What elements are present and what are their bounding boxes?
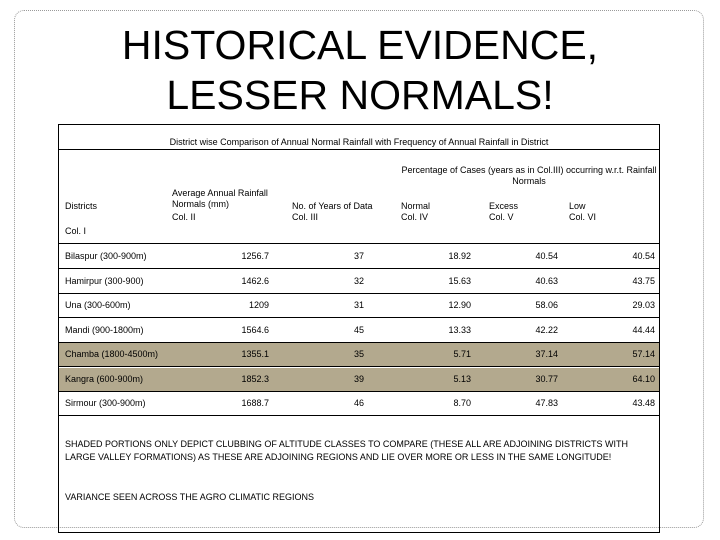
- excess-cell: 37.14: [535, 349, 558, 359]
- normal-cell: 15.63: [448, 275, 471, 286]
- percentage-header: Percentage of Cases (years as in Col.III) occurring w.r.t. Rainfall Normals: [401, 165, 657, 186]
- years-cell: 39: [353, 373, 364, 384]
- district-cell: Bilaspur (300-900m): [65, 251, 147, 261]
- shaded-note: SHADED PORTIONS ONLY DEPICT CLUBBING OF ALTITUDE CLASSES TO COMPARE (THESE ALL ARE ADJOINING DISTRICTS WITH LARGE VALLEY FORMATIONS) AS THESE ARE ADJOINING REGIONS AND LIE OVER MORE OR LESS IN THE SAME LONGITUDE!: [65, 439, 628, 462]
- years-cell: 37: [353, 251, 364, 261]
- normal-cell: 13.33: [448, 324, 471, 335]
- district-cell: Hamirpur (300-900): [65, 275, 144, 286]
- district-cell: Chamba (1800-4500m): [65, 343, 158, 366]
- average-rainfall-cell: 1209: [248, 300, 269, 310]
- district-cell: Sirmour (300-900m): [65, 398, 146, 408]
- district-cell: Mandi (900-1800m): [65, 324, 144, 335]
- header-years-of-data: No. of Years of Data: [292, 201, 373, 211]
- excess-cell: 47.83: [535, 398, 558, 408]
- table-row: [59, 270, 659, 294]
- excess-cell: 42.22: [535, 324, 558, 335]
- low-cell: 64.10: [632, 373, 655, 384]
- normal-cell: 8.70: [453, 398, 471, 408]
- years-cell: 46: [353, 398, 364, 408]
- average-rainfall-cell: 1462.6: [241, 275, 269, 286]
- header-col-4: Col. IV: [401, 212, 429, 222]
- years-cell: 35: [353, 349, 364, 359]
- header-col-2: Col. II: [172, 212, 196, 222]
- excess-cell: 30.77: [535, 373, 558, 384]
- average-rainfall-cell: 1688.7: [241, 398, 269, 408]
- years-cell: 31: [353, 300, 364, 310]
- table-row: [59, 319, 659, 343]
- district-cell: Kangra (600-900m): [65, 368, 143, 391]
- header-excess: Excess: [489, 201, 519, 211]
- table-row: [59, 245, 659, 269]
- average-rainfall-cell: 1564.6: [241, 324, 269, 335]
- header-districts: Districts: [65, 201, 97, 211]
- low-cell: 29.03: [632, 300, 655, 310]
- low-cell: 44.44: [632, 324, 655, 335]
- normal-cell: 18.92: [448, 251, 471, 261]
- average-rainfall-cell: 1355.1: [241, 349, 269, 359]
- title-line-1: HISTORICAL EVIDENCE,: [121, 22, 599, 68]
- normal-cell: 12.90: [448, 300, 471, 310]
- district-cell: Una (300-600m): [65, 300, 131, 310]
- excess-cell: 58.06: [535, 300, 558, 310]
- average-rainfall-cell: 1852.3: [241, 373, 269, 384]
- header-normal: Normal: [401, 201, 431, 211]
- years-cell: 32: [353, 275, 364, 286]
- header-low: Low: [569, 201, 586, 211]
- header-col-6: Col. VI: [569, 212, 597, 222]
- average-rainfall-cell: 1256.7: [241, 251, 269, 261]
- rainfall-table: [58, 124, 660, 533]
- header-col-1: Col. I: [65, 226, 87, 236]
- header-col-5: Col. V: [489, 212, 514, 222]
- header-col-3: Col. III: [292, 212, 319, 222]
- slide-title: [0, 20, 720, 120]
- low-cell: 43.75: [632, 275, 655, 286]
- excess-cell: 40.63: [535, 275, 558, 286]
- normal-cell: 5.71: [453, 349, 471, 359]
- table-row: [59, 392, 659, 416]
- low-cell: 43.48: [632, 398, 655, 408]
- table-row: [59, 294, 659, 318]
- excess-cell: 40.54: [535, 251, 558, 261]
- table-row: [59, 343, 659, 367]
- table-row: [59, 368, 659, 392]
- variance-note: VARIANCE SEEN ACROSS THE AGRO CLIMATIC REGIONS: [65, 492, 315, 502]
- low-cell: 40.54: [632, 251, 655, 261]
- table-caption: District wise Comparison of Annual Normal Rainfall with Frequency of Annual Rainfall in District: [59, 125, 659, 150]
- header-divider: [59, 243, 659, 244]
- low-cell: 57.14: [632, 349, 655, 359]
- header-average-rainfall: Average Annual Rainfall Normals (mm): [172, 188, 268, 209]
- normal-cell: 5.13: [453, 373, 471, 384]
- title-line-2: LESSER NORMALS!: [166, 72, 554, 118]
- years-cell: 45: [353, 324, 364, 335]
